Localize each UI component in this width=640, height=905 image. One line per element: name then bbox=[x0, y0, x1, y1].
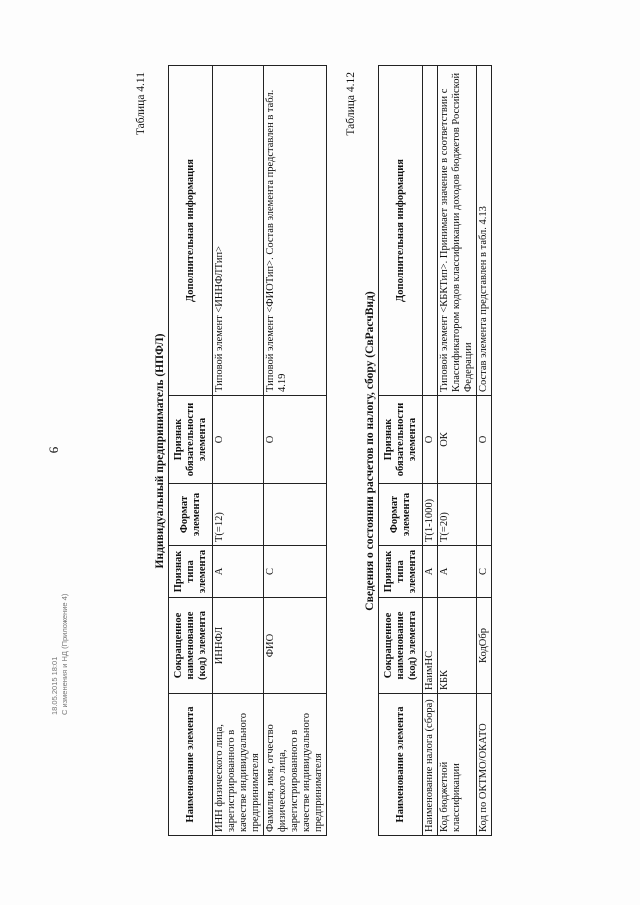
table-cell: А bbox=[438, 546, 477, 598]
table-cell: О bbox=[423, 396, 438, 484]
column-header: Признак типа элемента bbox=[169, 546, 213, 598]
table-cell: КБК bbox=[438, 598, 477, 694]
table-cell: Код бюджетной классификации bbox=[438, 694, 477, 836]
column-header: Наименование элемента bbox=[169, 694, 213, 836]
table-cell: Код по ОКТМО/ОКАТО bbox=[477, 694, 492, 836]
table-row bbox=[264, 66, 327, 836]
table-title: Сведения о состоянии расчетов по налогу, сбору (СвРасчВид) bbox=[364, 291, 376, 611]
table-cell: НаимНС bbox=[423, 598, 438, 694]
data-table bbox=[378, 65, 492, 836]
column-header: Признак обязательности элемента bbox=[379, 396, 423, 484]
table-cell: T(1-1000) bbox=[423, 484, 438, 546]
table-cell bbox=[477, 484, 492, 546]
table-cell: Типовой элемент <ФИОТип>. Состав элемента представлен в табл. 4.19 bbox=[264, 66, 327, 396]
header-row bbox=[379, 66, 423, 836]
page-number: 9 bbox=[46, 446, 62, 454]
table-cell: Типовой элемент <ИННФЛТип> bbox=[213, 66, 264, 396]
table-row bbox=[438, 66, 477, 836]
table-cell bbox=[423, 66, 438, 396]
table-cell: О bbox=[477, 396, 492, 484]
table-4-11-block bbox=[135, 66, 324, 836]
table-cell: ФИО bbox=[264, 598, 327, 694]
table-cell: С bbox=[264, 546, 327, 598]
table-cell: КодОбр bbox=[477, 598, 492, 694]
table-row bbox=[213, 66, 264, 836]
print-stamp bbox=[50, 525, 90, 715]
table-cell: С bbox=[477, 546, 492, 598]
table-cell: О bbox=[213, 396, 264, 484]
table-cell: А bbox=[213, 546, 264, 598]
table-cell: ИНН физического лица, зарегистрированного в качестве индивидуального предпринимателя bbox=[213, 694, 264, 836]
header-row bbox=[169, 66, 213, 836]
column-header: Сокращенное наименование (код) элемента bbox=[169, 598, 213, 694]
table-row bbox=[477, 66, 492, 836]
column-header: Формат элемента bbox=[379, 484, 423, 546]
column-header: Признак обязательности элемента bbox=[169, 396, 213, 484]
column-header: Сокращенное наименование (код) элемента bbox=[379, 598, 423, 694]
table-cell: Состав элемента представлен в табл. 4.13 bbox=[477, 66, 492, 396]
table-cell: ОК bbox=[438, 396, 477, 484]
table-4-12-block bbox=[345, 66, 515, 836]
table-number: Таблица 4.11 bbox=[135, 72, 147, 136]
stamp-line-2: С изменения и НД (Приложение 4) bbox=[60, 593, 69, 715]
column-header: Дополнительная информация bbox=[379, 66, 423, 396]
table-cell: ИННФЛ bbox=[213, 598, 264, 694]
table-cell: T(=12) bbox=[213, 484, 264, 546]
table-cell: T(=20) bbox=[438, 484, 477, 546]
table-cell: О bbox=[264, 396, 327, 484]
table-cell: Фамилия, имя, отчество физического лица, зарегистрированного в качестве индивидуального предпринимателя bbox=[264, 694, 327, 836]
data-table bbox=[168, 65, 327, 836]
table-cell bbox=[264, 484, 327, 546]
table-number: Таблица 4.12 bbox=[345, 72, 357, 136]
table-row bbox=[423, 66, 438, 836]
table-cell: Наименование налога (сбора) bbox=[423, 694, 438, 836]
column-header: Формат элемента bbox=[169, 484, 213, 546]
column-header: Признак типа элемента bbox=[379, 546, 423, 598]
column-header: Наименование элемента bbox=[379, 694, 423, 836]
column-header: Дополнительная информация bbox=[169, 66, 213, 396]
table-title: Индивидуальный предприниматель (НПФЛ) bbox=[154, 333, 166, 569]
table-cell: А bbox=[423, 546, 438, 598]
table-cell: Типовой элемент <КБКТип>. Принимает значение в соответствии с Классификатором кодов классификации доходов бюджетов Российской Федерации bbox=[438, 66, 477, 396]
stamp-line-1: 18.05.2015 18:01 bbox=[50, 656, 59, 715]
